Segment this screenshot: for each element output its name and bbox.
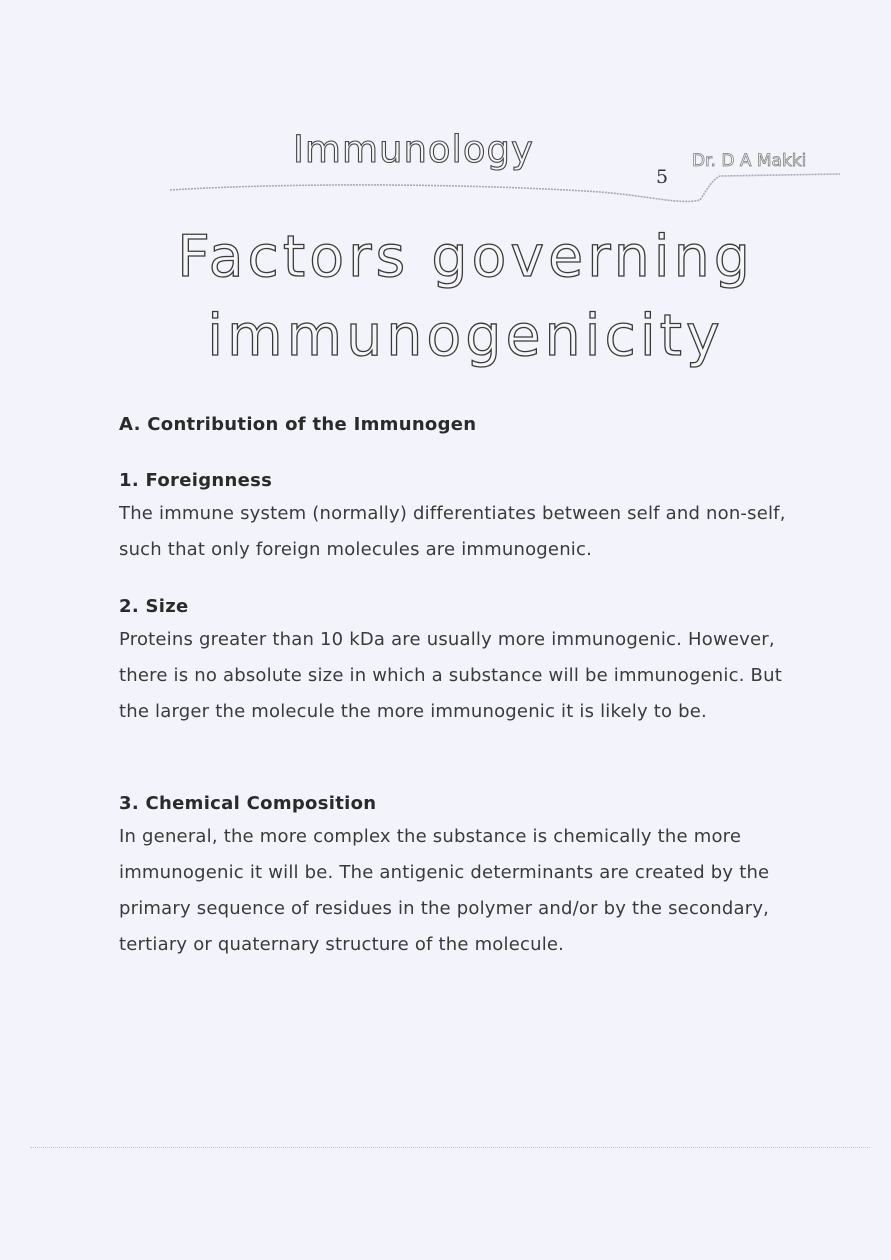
section-heading: A. Contribution of the Immunogen	[119, 414, 477, 435]
item-title: 1. Foreignness	[119, 470, 273, 491]
footer-divider	[30, 1147, 870, 1148]
document-title-line-2: immunogenicity	[207, 303, 724, 369]
item-title: 3. Chemical Composition	[119, 793, 377, 814]
header-rule	[0, 0, 891, 230]
item-title: 2. Size	[119, 596, 189, 617]
list-item	[119, 592, 799, 730]
list-item	[119, 789, 799, 963]
item-body: In general, the more complex the substance is chemically the more immunogenic it will be. The antigenic determinants are created by the primary sequence of residues in the polymer and/or by the secondary, tertiary or quaternary structure of the molecule.	[119, 826, 770, 955]
page-number: 5	[656, 166, 669, 188]
header-author: Dr. D A Makki	[692, 151, 807, 171]
item-body: The immune system (normally) differentiates between self and non-self, such that only foreign molecules are immunogenic.	[119, 503, 786, 560]
document-title-line-1: Factors governing	[177, 224, 754, 290]
list-item	[119, 466, 799, 568]
item-body: Proteins greater than 10 kDa are usually more immunogenic. However, there is no absolute size in which a substance will be immunogenic. But the larger the molecule the more immunogenic it is likely to be.	[119, 629, 782, 722]
header-subject: Immunology	[293, 128, 534, 171]
